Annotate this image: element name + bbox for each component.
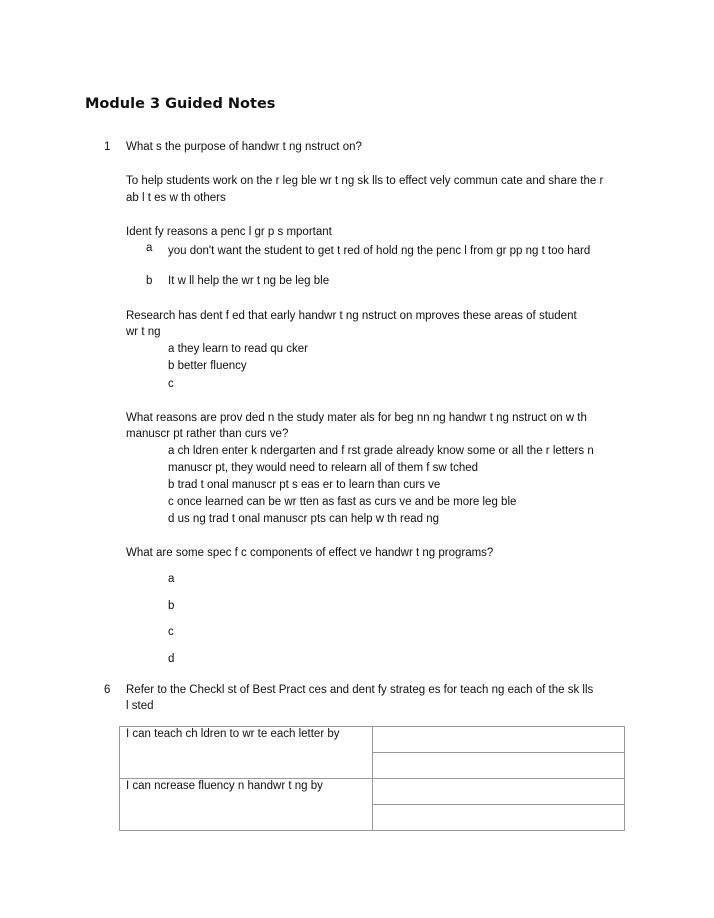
table-cell-label: I can ncrease fluency n handwr t ng by <box>120 779 373 831</box>
question-number: 1 <box>104 141 111 153</box>
list-item: b <box>168 600 175 612</box>
list-item: c once learned can be wr tten as fast as curs ve and be more leg ble <box>168 496 517 508</box>
table-row <box>120 779 625 805</box>
question-text: What reasons are prov ded n the study mater als for beg nn ng handwr t ng nstruct on w th <box>126 412 587 424</box>
answer-text: you don't want the student to get t red of hold ng the penc l from gr pp ng t too hard <box>168 245 591 257</box>
answer-text: To help students work on the r leg ble wr t ng sk lls to effect vely commun cate and share the r <box>126 175 604 187</box>
question-text: wr t ng <box>126 326 161 338</box>
list-item: b trad t onal manuscr pt s eas er to learn than curs ve <box>168 479 441 491</box>
question-text: Ident fy reasons a penc l gr p s mportant <box>126 226 332 238</box>
list-item: c <box>168 626 174 638</box>
question-text: Refer to the Checkl st of Best Pract ces and dent fy strateg es for teach ng each of the sk lls <box>126 684 594 696</box>
table-row <box>120 727 625 753</box>
list-item: b better fluency <box>168 360 247 372</box>
answer-cell[interactable] <box>373 779 625 805</box>
list-item: d us ng trad t onal manuscr pts can help w th read ng <box>168 513 440 525</box>
answer-cell[interactable] <box>373 727 625 753</box>
page-title: Module 3 Guided Notes <box>85 96 276 112</box>
list-item: a they learn to read qu cker <box>168 343 308 355</box>
list-marker: b <box>146 275 153 287</box>
answer-cell[interactable] <box>373 805 625 831</box>
question-text: l sted <box>126 700 154 712</box>
question-text: What s the purpose of handwr t ng nstruct on? <box>126 141 362 153</box>
list-item: c <box>168 378 174 390</box>
list-item: a ch ldren enter k ndergarten and f rst grade already know some or all the r letters n <box>168 445 594 457</box>
answer-text: It w ll help the wr t ng be leg ble <box>168 275 330 287</box>
answer-text: ab l t es w th others <box>126 192 226 204</box>
table-cell-label: I can teach ch ldren to wr te each letter by <box>120 727 373 779</box>
question-text: What are some spec f c components of effect ve handwr t ng programs? <box>126 547 494 559</box>
list-item: a <box>168 573 175 585</box>
question-number: 6 <box>104 684 111 696</box>
list-marker: a <box>146 242 153 254</box>
list-item: d <box>168 653 175 665</box>
list-item: manuscr pt, they would need to relearn all of them f sw tched <box>168 462 479 474</box>
answer-cell[interactable] <box>373 753 625 779</box>
strategies-table <box>119 726 625 831</box>
question-text: Research has dent f ed that early handwr t ng nstruct on mproves these areas of student <box>126 310 577 322</box>
question-text: manuscr pt rather than curs ve? <box>126 428 289 440</box>
